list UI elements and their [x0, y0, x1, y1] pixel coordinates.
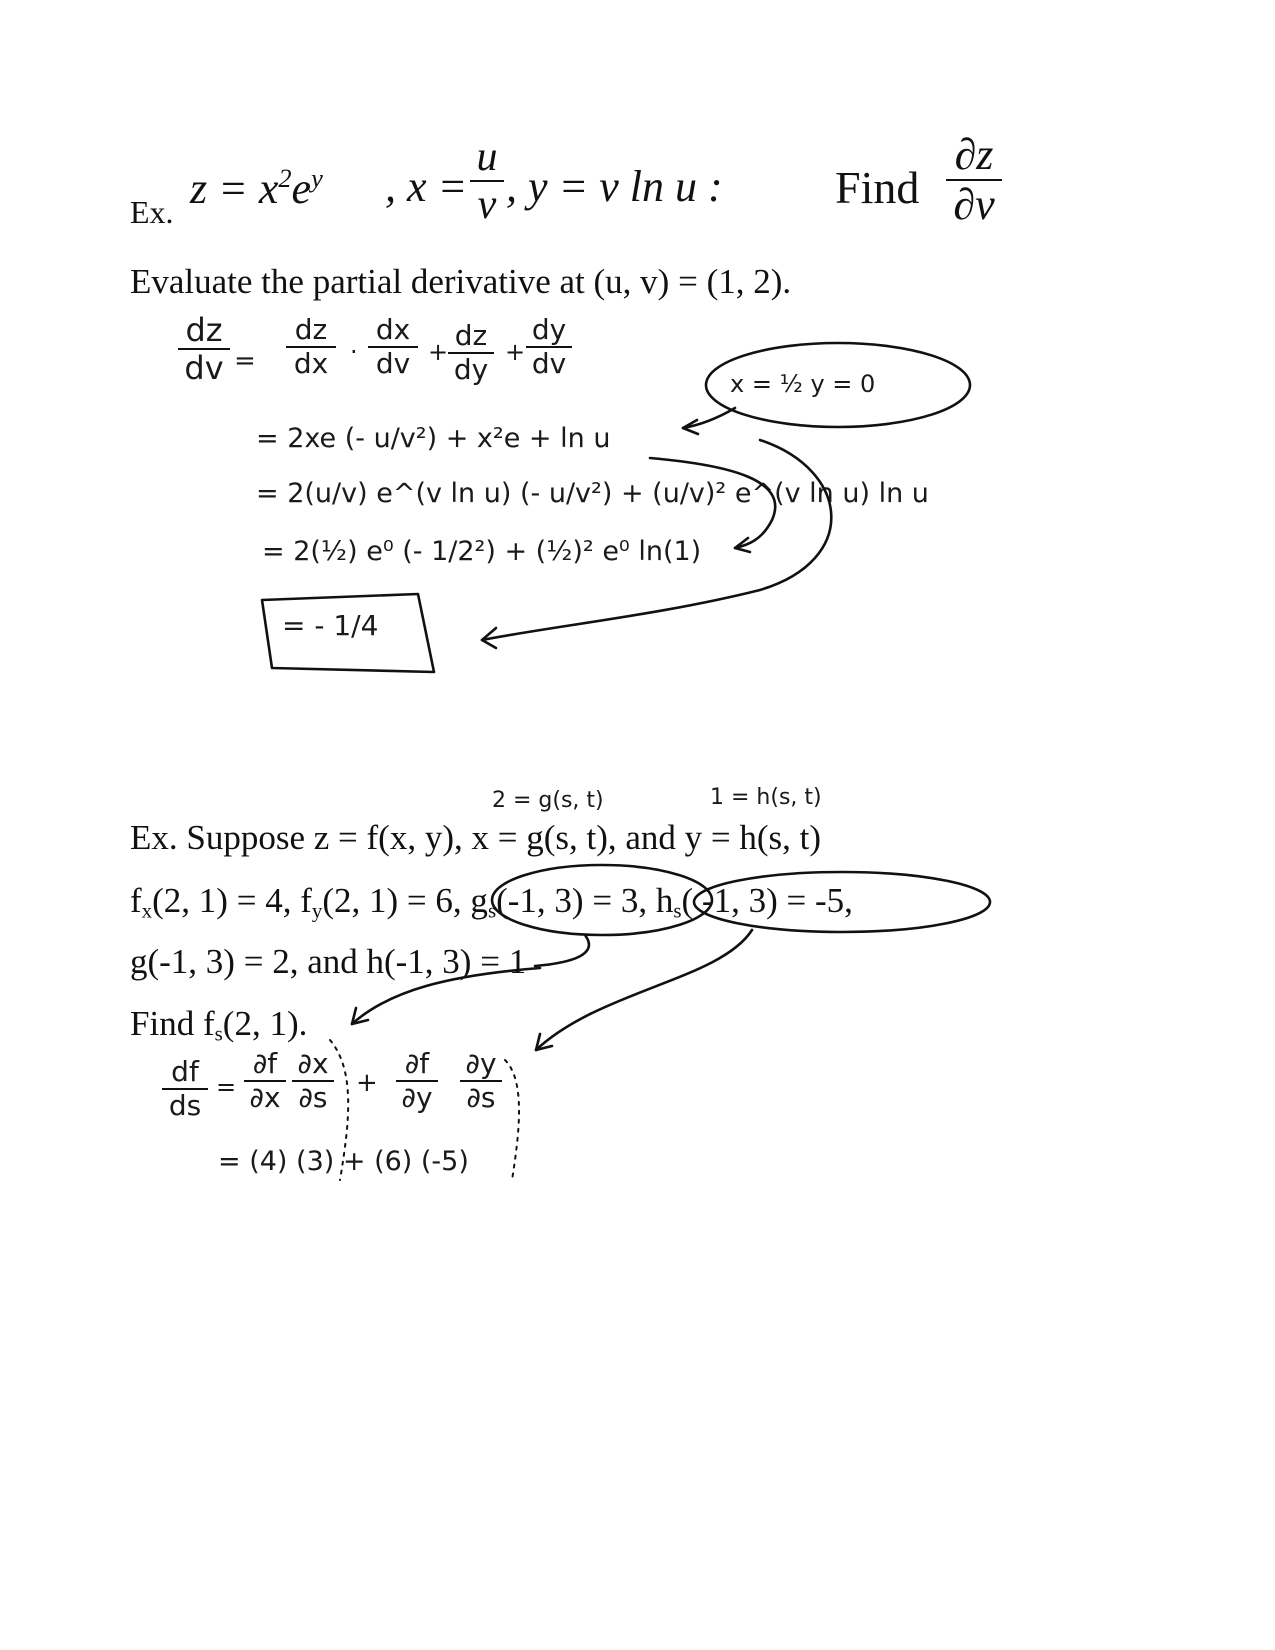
hw-annot-g: 2 = g(s, t) — [492, 788, 604, 813]
ink-circle-values — [706, 343, 970, 427]
hw-num: dz — [294, 313, 328, 346]
hw-plus: + — [428, 338, 449, 366]
find-fs-label: Find f — [130, 1004, 215, 1043]
hw-num: ∂y — [465, 1047, 497, 1080]
hw-equals: = — [216, 1073, 237, 1101]
z-exponent-y: y — [311, 163, 323, 193]
find-fs-point: (2, 1). — [222, 1004, 308, 1043]
hw-line3: = 2(½) e⁰ (- 1/2²) + (½)² e⁰ ln(1) — [262, 536, 702, 567]
hw-den: ds — [168, 1089, 202, 1122]
find-label: Find — [835, 162, 920, 213]
gs-value: (-1, 3) = 3, h — [496, 881, 674, 920]
hs-sub: s — [673, 898, 682, 923]
instruction-text: Evaluate the partial derivative at (u, v) = (1, 2). — [130, 262, 792, 301]
hw-note-values: x = ½ y = 0 — [730, 370, 876, 398]
hw-num: ∂x — [297, 1047, 329, 1080]
fx-label: f — [130, 881, 142, 920]
ink-arrow-3 — [482, 440, 831, 640]
hw-num: dz — [454, 319, 488, 352]
hw-den: ∂s — [298, 1081, 328, 1114]
hw-line2: = 2(u/v) e^(v ln u) (- u/v²) + (u/v)² e^(v ln u) ln u — [256, 478, 929, 509]
hw-den: dx — [293, 347, 329, 380]
hw-den: dv — [531, 347, 567, 380]
y-equation-text: , y = v ln u : — [506, 162, 723, 211]
ink-dotted-2 — [505, 1060, 519, 1180]
ink-arrow-hs — [536, 930, 752, 1050]
x-equation-text: , x = — [385, 162, 468, 211]
hw-plus: + — [505, 338, 526, 366]
fy-sub: y — [311, 898, 323, 923]
hw-dot: · — [350, 338, 358, 366]
fs-sub: s — [214, 1021, 223, 1046]
z-e: e — [291, 163, 312, 213]
hw-plus: + — [356, 1068, 378, 1098]
hw-equals: = — [234, 346, 256, 376]
hs-value: ( -1, 3) = -5, — [681, 881, 853, 920]
ink-circle-hs — [694, 872, 990, 932]
hw-den: dv — [375, 347, 411, 380]
fx-value: (2, 1) = 4, f — [152, 881, 312, 920]
ink-dotted-1 — [330, 1040, 348, 1180]
gs-sub: s — [487, 898, 497, 923]
fx-sub: x — [141, 898, 153, 923]
hw-den: ∂y — [401, 1081, 433, 1114]
hw-answer: = - 1/4 — [282, 609, 379, 642]
fy-value: (2, 1) = 6, g — [322, 881, 488, 920]
ink-tail-gs — [535, 935, 589, 966]
find-denominator: ∂v — [953, 180, 995, 229]
x-fraction-numerator: u — [476, 134, 498, 180]
ink-arrow-gs — [352, 968, 540, 1024]
ink-arrow-2 — [650, 458, 775, 548]
hw-num: ∂f — [252, 1047, 278, 1080]
find-numerator: ∂z — [954, 130, 994, 179]
hw-substitution-line: = (4) (3) + (6) (-5) — [218, 1146, 469, 1177]
z-equation-text: z = x — [190, 163, 279, 213]
x-fraction-denominator: v — [477, 182, 497, 228]
example2-line3: g(-1, 3) = 2, and h(-1, 3) = 1 — [130, 942, 527, 981]
z-exponent-2: 2 — [278, 163, 292, 193]
hw-den: ∂x — [249, 1081, 281, 1114]
hw-den: ∂s — [466, 1081, 496, 1114]
hw-annot-h: 1 = h(s, t) — [710, 785, 822, 810]
hw-den: dy — [453, 353, 489, 386]
ink-circle-gs — [492, 865, 712, 935]
hw-line1: = 2xe (- u/v²) + x²e + ln u — [256, 423, 611, 454]
hw-num: df — [171, 1055, 199, 1088]
example2-line1: Ex. Suppose z = f(x, y), x = g(s, t), and y = h(s, t) — [130, 818, 822, 857]
hw-num: dy — [531, 313, 567, 346]
example1-label: Ex. — [130, 194, 174, 230]
ink-answer-box — [262, 594, 434, 672]
hw-num: dz — [185, 311, 223, 349]
hw-num: dx — [375, 313, 411, 346]
hw-num: ∂f — [404, 1047, 430, 1080]
hw-den: dv — [184, 349, 224, 387]
